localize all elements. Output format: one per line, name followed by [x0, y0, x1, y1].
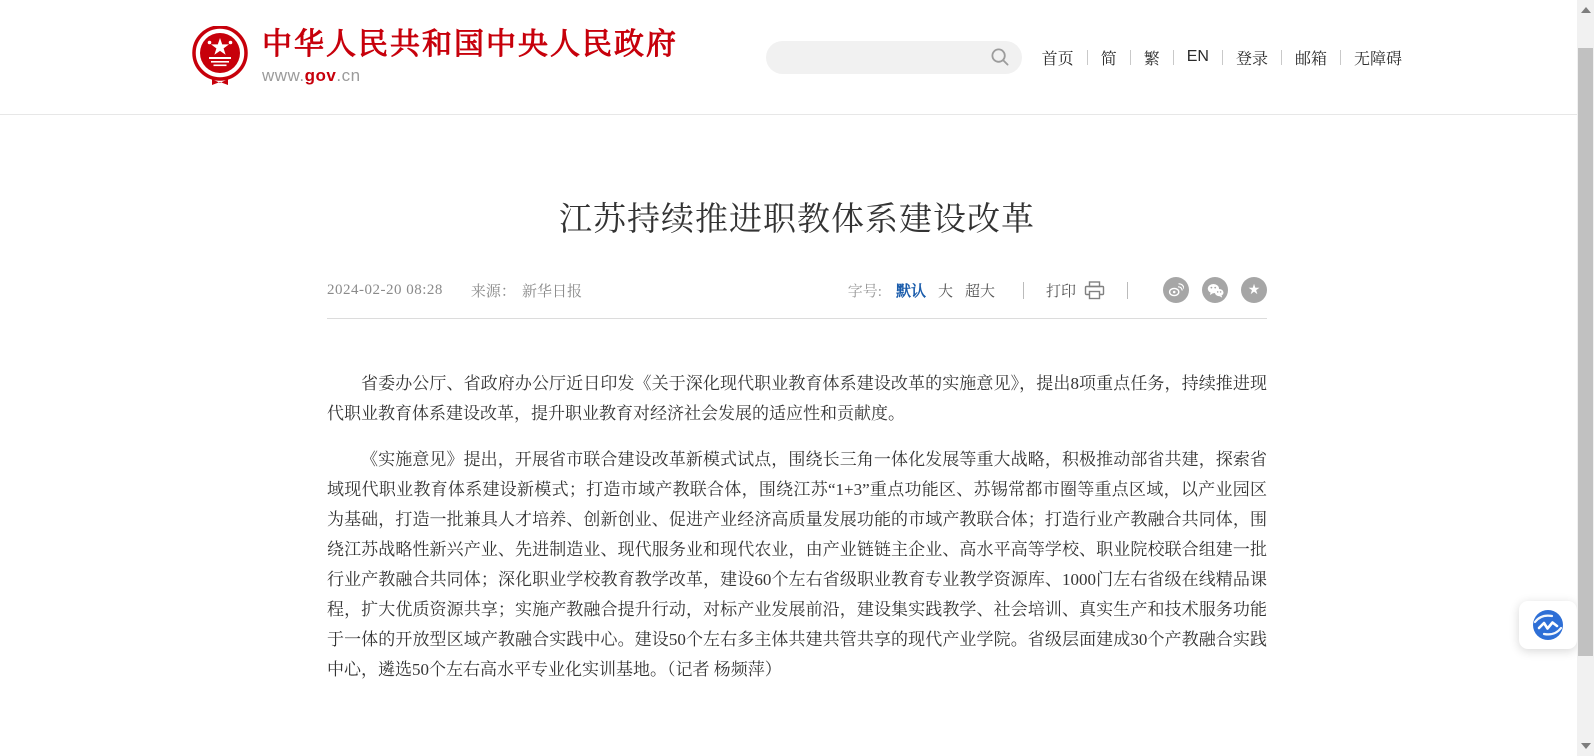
- header-nav: [1042, 46, 1402, 69]
- star-glyph: ★: [1247, 282, 1261, 298]
- publish-date: 2024-02-20 08:28: [327, 281, 443, 298]
- wechat-share-icon[interactable]: [1202, 277, 1228, 303]
- vertical-scrollbar[interactable]: [1577, 0, 1594, 756]
- font-size-xlarge[interactable]: 超大: [964, 283, 995, 300]
- site-url: www.gov.cn: [262, 65, 361, 85]
- nav-simplified-chinese[interactable]: 简: [1100, 50, 1117, 68]
- site-title: 中华人民共和国中央人民政府: [262, 28, 678, 62]
- nav-divider: [1340, 50, 1341, 65]
- font-size-label: 字号:: [847, 283, 882, 300]
- nav-accessibility[interactable]: 无障碍: [1353, 50, 1402, 68]
- nav-english[interactable]: EN: [1186, 48, 1209, 65]
- nav-divider: [1130, 50, 1131, 65]
- favorite-star-icon[interactable]: [1241, 277, 1267, 303]
- search-input[interactable]: [782, 49, 990, 65]
- font-size-default[interactable]: 默认: [895, 283, 926, 300]
- nav-divider: [1087, 50, 1088, 65]
- article-title: 江苏持续推进职教体系建设改革: [559, 200, 1035, 237]
- share-icons: [1150, 277, 1267, 303]
- site-header: [0, 0, 1594, 115]
- article-main: [327, 193, 1267, 685]
- nav-divider: [1281, 50, 1282, 65]
- nav-traditional-chinese[interactable]: 繁: [1143, 50, 1160, 68]
- scroll-up-icon[interactable]: [1581, 7, 1591, 13]
- printer-icon: [1084, 281, 1105, 300]
- site-logo-group[interactable]: [192, 26, 678, 88]
- article-body: [327, 369, 1267, 685]
- print-label: 打印: [1045, 283, 1076, 300]
- nav-divider: [1173, 50, 1174, 65]
- paragraph: 《实施意见》提出，开展省市联合建设改革新模式试点，围绕长三角一体化发展等重大战略，积极推动部省共建，探索省域现代职业教育体系建设新模式；打造市域产教联合体，围绕江苏“1+3”重点功能区、苏锡常都市圈等重点区域，以产业园区为基础，打造一批兼具人才培养、创新创业、促进产业经济高质量发展功能的市域产教联合体；打造行业产教融合共同体，围绕江苏战略性新兴产业、先进制造业、现代服务业和现代农业，由产业链链主企业、高水平高等学校、职业院校联合组建一批行业产教融合共同体；深化职业学校教育教学改革，建设60个左右省级职业教育专业教学资源库、1000门左右省级在线精品课程，扩大优质资源共享；实施产教融合提升行动，对标产业发展前沿，建设集实践教学、社会培训、真实生产和技术服务功能于一体的开放型区域产教融合实践中心。建设50个左右多主体共建共管共享的现代产业学院。省级层面建成30个产教融合实践中心，遴选50个左右高水平专业化实训基地。（记者 杨频萍）: [327, 450, 1267, 679]
- source-name[interactable]: 新华日报: [521, 283, 582, 300]
- meta-divider: [1127, 282, 1128, 299]
- meta-divider: [1023, 282, 1024, 299]
- floating-service-button[interactable]: [1519, 601, 1577, 649]
- service-pulse-icon: [1532, 609, 1564, 641]
- paragraph: 省委办公厅、省政府办公厅近日印发《关于深化现代职业教育体系建设改革的实施意见》，提出8项重点任务，持续推进现代职业教育体系建设改革，提升职业教育对经济社会发展的适应性和贡献度。: [327, 374, 1267, 423]
- national-emblem-icon: [192, 26, 248, 88]
- font-size-large[interactable]: 大: [937, 283, 953, 300]
- nav-login[interactable]: 登录: [1235, 50, 1268, 68]
- nav-home[interactable]: 首页: [1041, 50, 1074, 68]
- weibo-share-icon[interactable]: [1163, 277, 1189, 303]
- nav-divider: [1222, 50, 1223, 65]
- source-label: 来源：: [470, 283, 516, 300]
- search-icon[interactable]: [990, 47, 1010, 67]
- search-box[interactable]: [766, 41, 1022, 74]
- nav-mailbox[interactable]: 邮箱: [1294, 50, 1327, 68]
- print-button[interactable]: [1046, 280, 1105, 301]
- scroll-down-icon[interactable]: [1581, 743, 1591, 749]
- scrollbar-thumb[interactable]: [1578, 48, 1593, 656]
- article-meta-row: [327, 277, 1267, 319]
